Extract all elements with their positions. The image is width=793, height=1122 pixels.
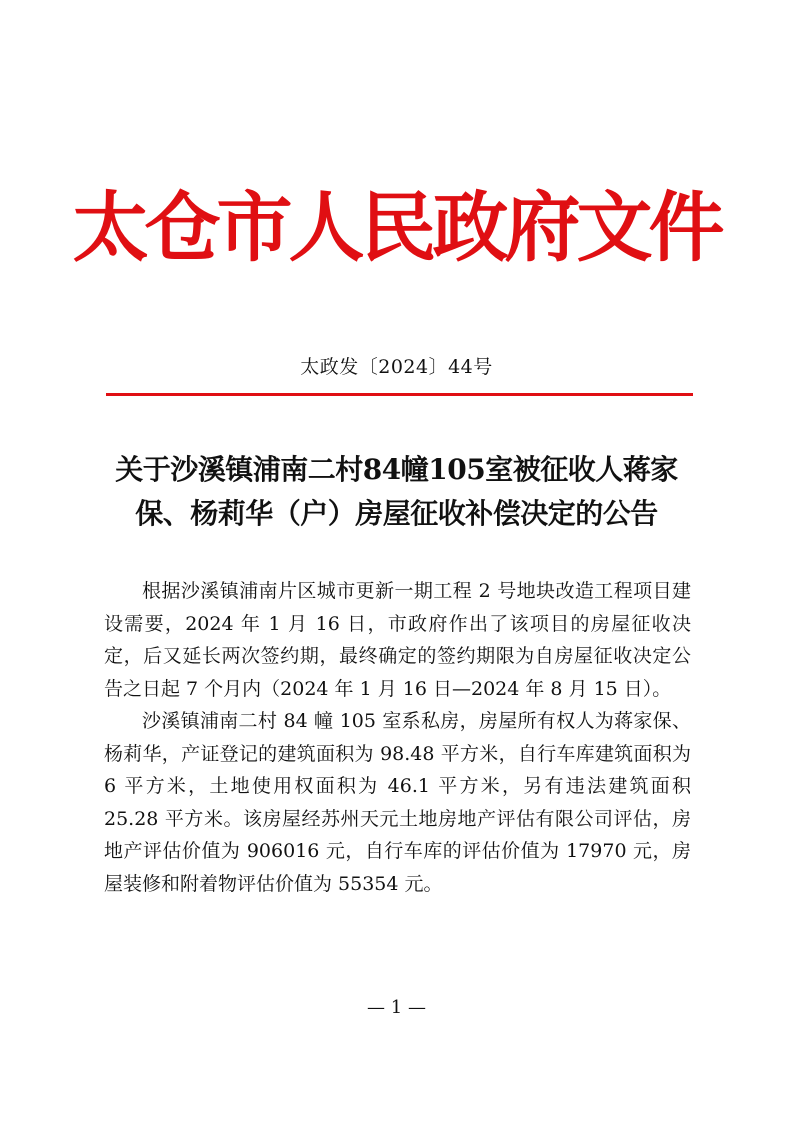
document-body bbox=[104, 575, 691, 900]
document-masthead: 太仓市人民政府文件 bbox=[72, 183, 721, 272]
body-paragraph-2: 沙溪镇浦南二村 84 幢 105 室系私房，房屋所有权人为蒋家保、杨莉华，产证登记的建筑面积为 98.48 平方米，自行车库建筑面积为 6 平方米，土地使用权面积为 46.1 平方米，另有违法建筑面积 25.28 平方米。该房屋经苏州天元土地房地产评估有限公司评估，房地产评估价值为 906016 元，自行车库的评估价值为 17970 元，房屋装修和附着物评估价值为 55354 元。 bbox=[104, 710, 691, 895]
document-number: 太政发〔2024〕44号 bbox=[300, 356, 493, 378]
title-line-1: 关于沙溪镇浦南二村84幢105室被征收人蒋家 bbox=[115, 453, 678, 486]
title-line-2: 保、杨莉华（户）房屋征收补偿决定的公告 bbox=[135, 497, 658, 530]
body-paragraph-1: 根据沙溪镇浦南片区城市更新一期工程 2 号地块改造工程项目建设需要，2024 年 1 月 16 日，市政府作出了该项目的房屋征收决定，后又延长两次签约期，最终确定的签约期限为自房屋征收决定公告之日起 7 个月内（2024 年 1 月 16 日—2024 年 8 月 15 日）。 bbox=[104, 580, 691, 700]
red-divider-rule bbox=[106, 393, 693, 396]
page-number: — 1 — bbox=[367, 997, 426, 1018]
announcement-title bbox=[90, 448, 703, 536]
